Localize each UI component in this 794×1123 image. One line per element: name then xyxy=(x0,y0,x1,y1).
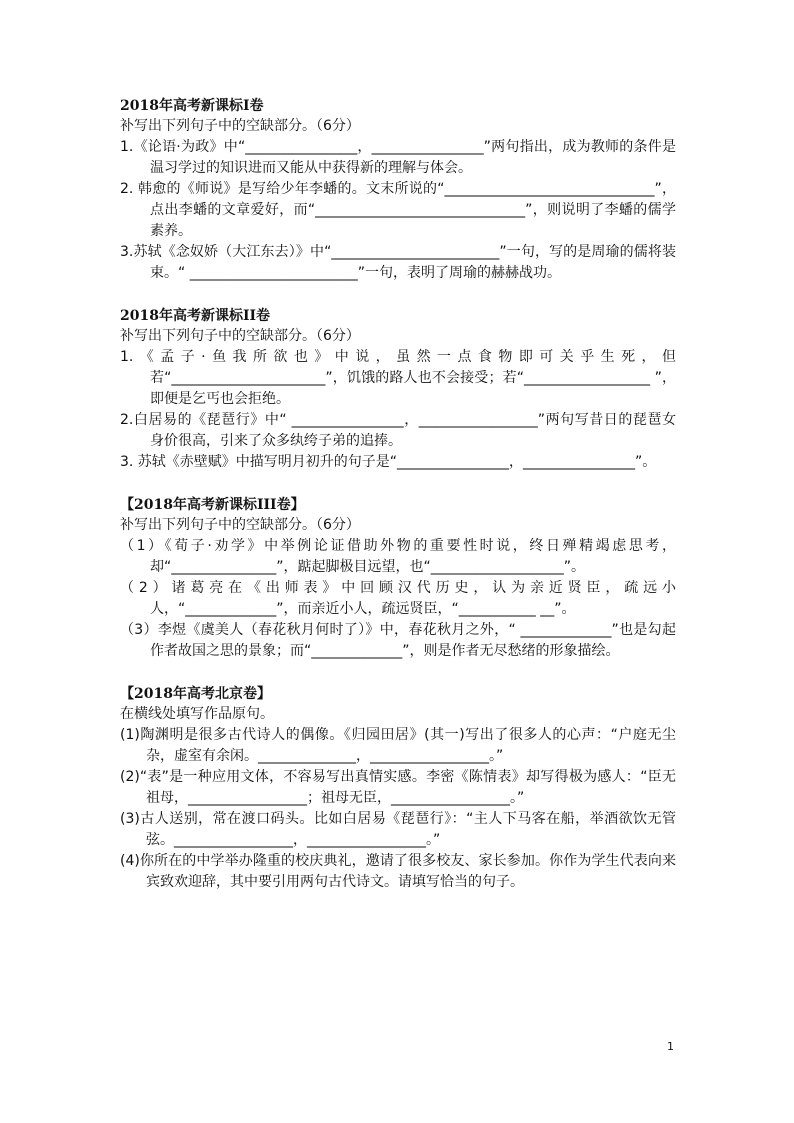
question-item: (4)你所在的中学举办隆重的校庆典礼，邀请了很多校友、家长参加。你作为学生代表向来宾致欢迎辞，其中要引用两句古代诗文。请填写恰当的句子。 xyxy=(120,853,676,890)
question-item: 3. 苏轼《赤壁赋》中描写明月初升的句子是“________________，________________”。 xyxy=(120,454,657,470)
question-item: (1)陶渊明是很多古代诗人的偶像。《归园田居》(其一)写出了很多人的心声：“户庭无尘杂，虚室有余闲。______________，_________________。” xyxy=(120,727,676,764)
section-title: 2018年高考新课标I卷 xyxy=(120,98,264,114)
question-item: （3）李煜《虞美人（春花秋月何时了）》中，春花秋月之外，“ _____________”也是勾起作者故国之思的景象；而“_____________”，则是作者无尽愁绪的形象描绘。 xyxy=(120,622,676,659)
section-instruction: 补写出下列句子中的空缺部分。（6分） xyxy=(120,118,360,134)
question-item: 1.《论语·为政》中“________________，________________”两句指出，成为教师的条件是温习学过的知识进而又能从中获得新的理解与体会。 xyxy=(120,139,676,176)
section-title: 【2018年高考北京卷】 xyxy=(120,686,271,702)
section-instruction: 在横线处填写作品原句。 xyxy=(120,706,274,722)
question-item: （1）《荀子·劝学》中举例论证借助外物的重要性时说，终日殚精竭虑思考，却“_______________”，踮起脚极目远望，也“___________________”。 xyxy=(120,538,676,575)
section-instruction: 补写出下列句子中的空缺部分。（6分） xyxy=(120,517,360,533)
question-item: 2. 韩愈的《师说》是写给少年李蟠的。文末所说的“______________________________”，点出李蟠的文章爱好，而“______________________________”，则说明了李蟠的儒学素养。 xyxy=(120,181,676,239)
section-2018-beijing xyxy=(120,684,676,893)
question-item: 1.《孟子·鱼我所欲也》中说，虽然一点食物即可关乎生死，但若“______________________”，饥饿的路人也不会接受；若“__________________ ”，即便是乞丐也会拒绝。 xyxy=(120,349,676,407)
section-title: 2018年高考新课标II卷 xyxy=(120,308,271,324)
question-item: (2)“表”是一种应用文体，不容易写出真情实感。李密《陈情表》却写得极为感人：“臣无祖母，_________________；祖母无臣，_________________。” xyxy=(120,769,676,806)
section-title: 【2018年高考新课标III卷】 xyxy=(120,497,305,513)
question-item: 3.苏轼《念奴娇（大江东去）》中“________________________”一句，写的是周瑜的儒将装束。“ ________________________”一句，表明了周瑜的赫赫战功。 xyxy=(120,244,676,281)
section-2018-national-3 xyxy=(120,495,676,662)
question-item: 2.白居易的《琵琶行》中“ ________________，_________________”两句写昔日的琵琶女身价很高，引来了众多纨绔子弟的追捧。 xyxy=(120,412,676,449)
section-2018-national-1 xyxy=(120,96,676,284)
question-item: (3)古人送别，常在渡口码头。比如白居易《琵琶行》：“主人下马客在船，举酒欲饮无管弦。_________________，_________________。” xyxy=(120,811,676,848)
section-instruction: 补写出下列句子中的空缺部分。（6分） xyxy=(120,328,360,344)
page-number: 1 xyxy=(667,1040,674,1053)
section-2018-national-2 xyxy=(120,306,676,473)
question-item: （2）诸葛亮在《出师表》中回顾汉代历史，认为亲近贤臣，疏远小人，“_____________”，而亲近小人，疏远贤臣，“___________ __”。 xyxy=(120,580,676,617)
document-content xyxy=(120,96,676,915)
